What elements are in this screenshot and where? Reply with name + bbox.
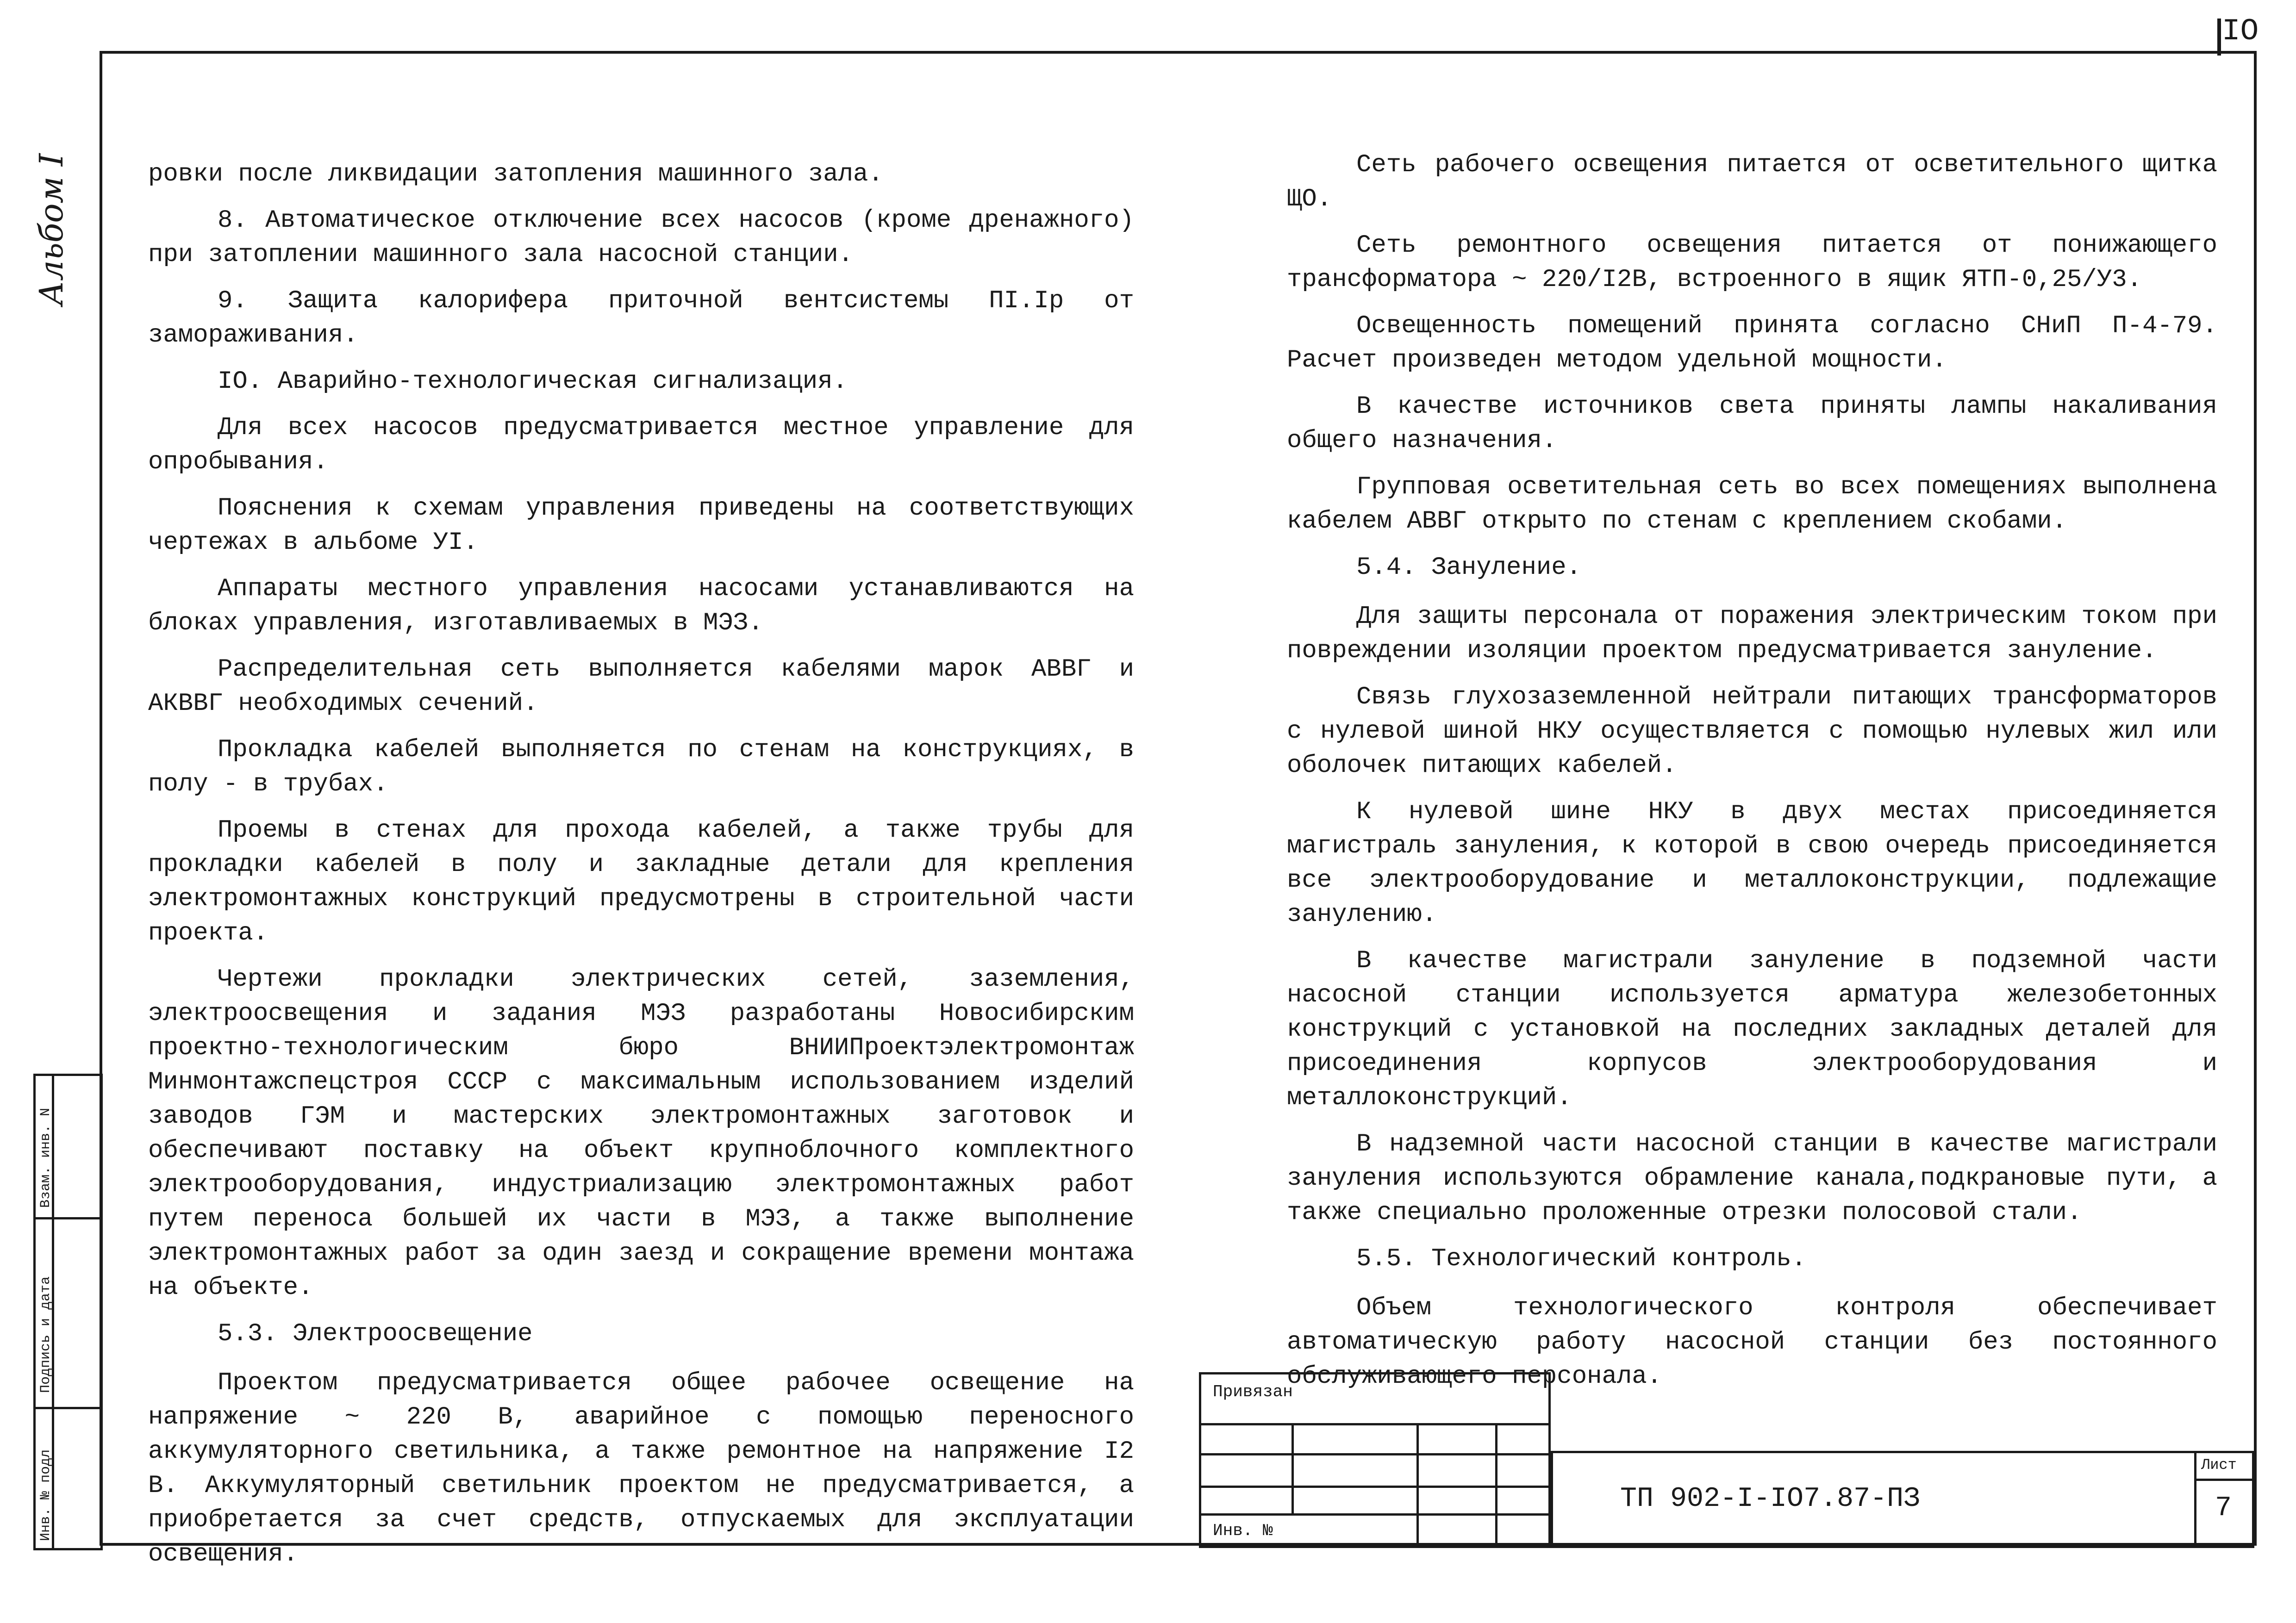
sheet-number: 7 (2215, 1492, 2232, 1524)
document-code: ТП 902-I-IO7.87-ПЗ (1620, 1483, 1921, 1515)
corner-bar (2217, 19, 2221, 56)
paragraph: Связь глухозаземленной нейтрали питающих трансформаторов с нулевой шиной НКУ осуществляется с помощью нулевых жил или оболочек питающих кабелей. (1287, 683, 2217, 780)
paragraph: Аппараты местного управления насосами устанавливаются на блоках управления, изготавливаемых в МЭЗ. (148, 575, 1134, 637)
paragraph: 9. Защита калорифера приточной вентсистемы ПI.Iр от замораживания. (148, 287, 1134, 349)
paragraph: Объем технологического контроля обеспечивает автоматическую работу насосной станции без постоянного обслуживающего персонала. (1287, 1294, 2217, 1391)
title-block (1199, 1372, 2254, 1548)
paragraph: Для всех насосов предусматривается местное управление для опробывания. (148, 414, 1134, 476)
paragraph: К нулевой шине НКУ в двух местах присоединяется магистраль зануления, к которой в свою очередь присоединяется все электрооборудование и металлоконструкции, подлежащие занулению. (1287, 798, 2217, 929)
inv-number-label: Инв. № (1213, 1521, 1273, 1540)
side-stamp-row-divider (33, 1217, 103, 1219)
paragraph: Для защиты персонала от поражения электрическим током при повреждении изоляции проектом предусматривается зануление. (1287, 603, 2217, 665)
side-stamp-row-divider (33, 1407, 103, 1409)
paragraph: Сеть рабочего освещения питается от осветительного щитка ЩО. (1287, 151, 2217, 213)
binding-label: Привязан (1213, 1382, 1293, 1401)
stamp-inv-podl: Инв. № подл (38, 1449, 54, 1541)
binding-row-line (1199, 1513, 1551, 1516)
paragraph: IO. Аварийно-технологическая сигнализация. (218, 367, 848, 396)
corner-page-number: IO (2222, 14, 2259, 49)
paragraph: Сеть ремонтного освещения питается от понижающего трансформатора ~ 220/I2В, встроенного в ящик ЯТП-0,25/У3. (1287, 231, 2217, 294)
paragraph: Проемы в стенах для прохода кабелей, а также трубы для прокладки кабелей в полу и закладные детали для крепления электромонтажных конструкций предусмотрены в строительной части проекта. (148, 816, 1134, 947)
album-label: Альбом I (32, 153, 70, 305)
paragraph: Групповая осветительная сеть во всех помещениях выполнена кабелем АВВГ открыто по стенам с креплением скобами. (1287, 473, 2217, 535)
section-heading: 5.4. Зануление. (1356, 553, 1582, 582)
left-text-column (148, 157, 1134, 1584)
stamp-vzam-inv: Взам. инв. N (38, 1107, 54, 1208)
right-text-column (1287, 148, 2217, 1406)
stamp-podpis-data: Подпись и дата (38, 1276, 54, 1393)
binding-row-line (1199, 1453, 1551, 1455)
paragraph: В надземной части насосной станции в качестве магистрали зануления используются обрамление канала,подкрановые пути, а также специально проложенные отрезки полосовой стали. (1287, 1130, 2217, 1227)
binding-col-line (1292, 1423, 1294, 1516)
paragraph: 8. Автоматическое отключение всех насосов (кроме дренажного) при затоплении машинного зала насосной станции. (148, 206, 1134, 269)
paragraph: Распределительная сеть выполняется кабелями марок АВВГ и АКВВГ необходимых сечений. (148, 655, 1134, 718)
paragraph: Прокладка кабелей выполняется по стенам на конструкциях, в полу - в трубах. (148, 736, 1134, 798)
paragraph: Чертежи прокладки электрических сетей, заземления, электроосвещения и задания МЭЗ разработаны Новосибирским проектно-технологическим бюро ВНИИПроектэлектромонтаж Минмонтажспецстроя СССР с максимальным использованием изделий заводов ГЭМ и мастерских электромонтажных заготовок и обеспечивают поставку на объект крупноблочного комплектного электрооборудования, индустриализацию электромонтажных работ путем переноса большей их части в МЭЗ, а также выполнение электромонтажных работ за один заезд и сокращение времени монтажа на объекте. (148, 965, 1134, 1302)
binding-row-line (1199, 1486, 1551, 1488)
paragraph: В качестве магистрали зануление в подземной части насосной станции используется арматура железобетонных конструкций с установкой на последних закладных деталей для присоединения корпусов электрооборудования и металлоконструкций. (1287, 947, 2217, 1112)
sheet-divider (2194, 1451, 2196, 1548)
paragraph: ровки после ликвидации затопления машинного зала. (148, 160, 883, 188)
section-heading: 5.5. Технологический контроль. (1356, 1245, 1807, 1273)
paragraph: В качестве источников света приняты лампы накаливания общего назначения. (1287, 392, 2217, 455)
paragraph: Освещенность помещений принята согласно СНиП П-4-79. Расчет произведен методом удельной мощности. (1287, 312, 2217, 374)
binding-col-line (1495, 1423, 1497, 1548)
section-heading: 5.3. Электроосвещение (218, 1320, 533, 1348)
paragraph: Пояснения к схемам управления приведены на соответствующих чертежах в альбоме УI. (148, 494, 1134, 557)
paragraph: Проектом предусматривается общее рабочее освещение на напряжение ~ 220 В, аварийное с помощью переносного аккумуляторного светильника, а также ремонтное на напряжение I2 В. Аккумуляторный светильник проектом не предусматривается, а приобретается за счет средств, отпускаемых для эксплуатации освещения. (148, 1369, 1134, 1568)
sheet-row-line (2194, 1479, 2254, 1481)
binding-col-line (1416, 1423, 1419, 1548)
sheet-label: Лист (2201, 1456, 2237, 1474)
binding-row-line (1199, 1423, 1551, 1425)
